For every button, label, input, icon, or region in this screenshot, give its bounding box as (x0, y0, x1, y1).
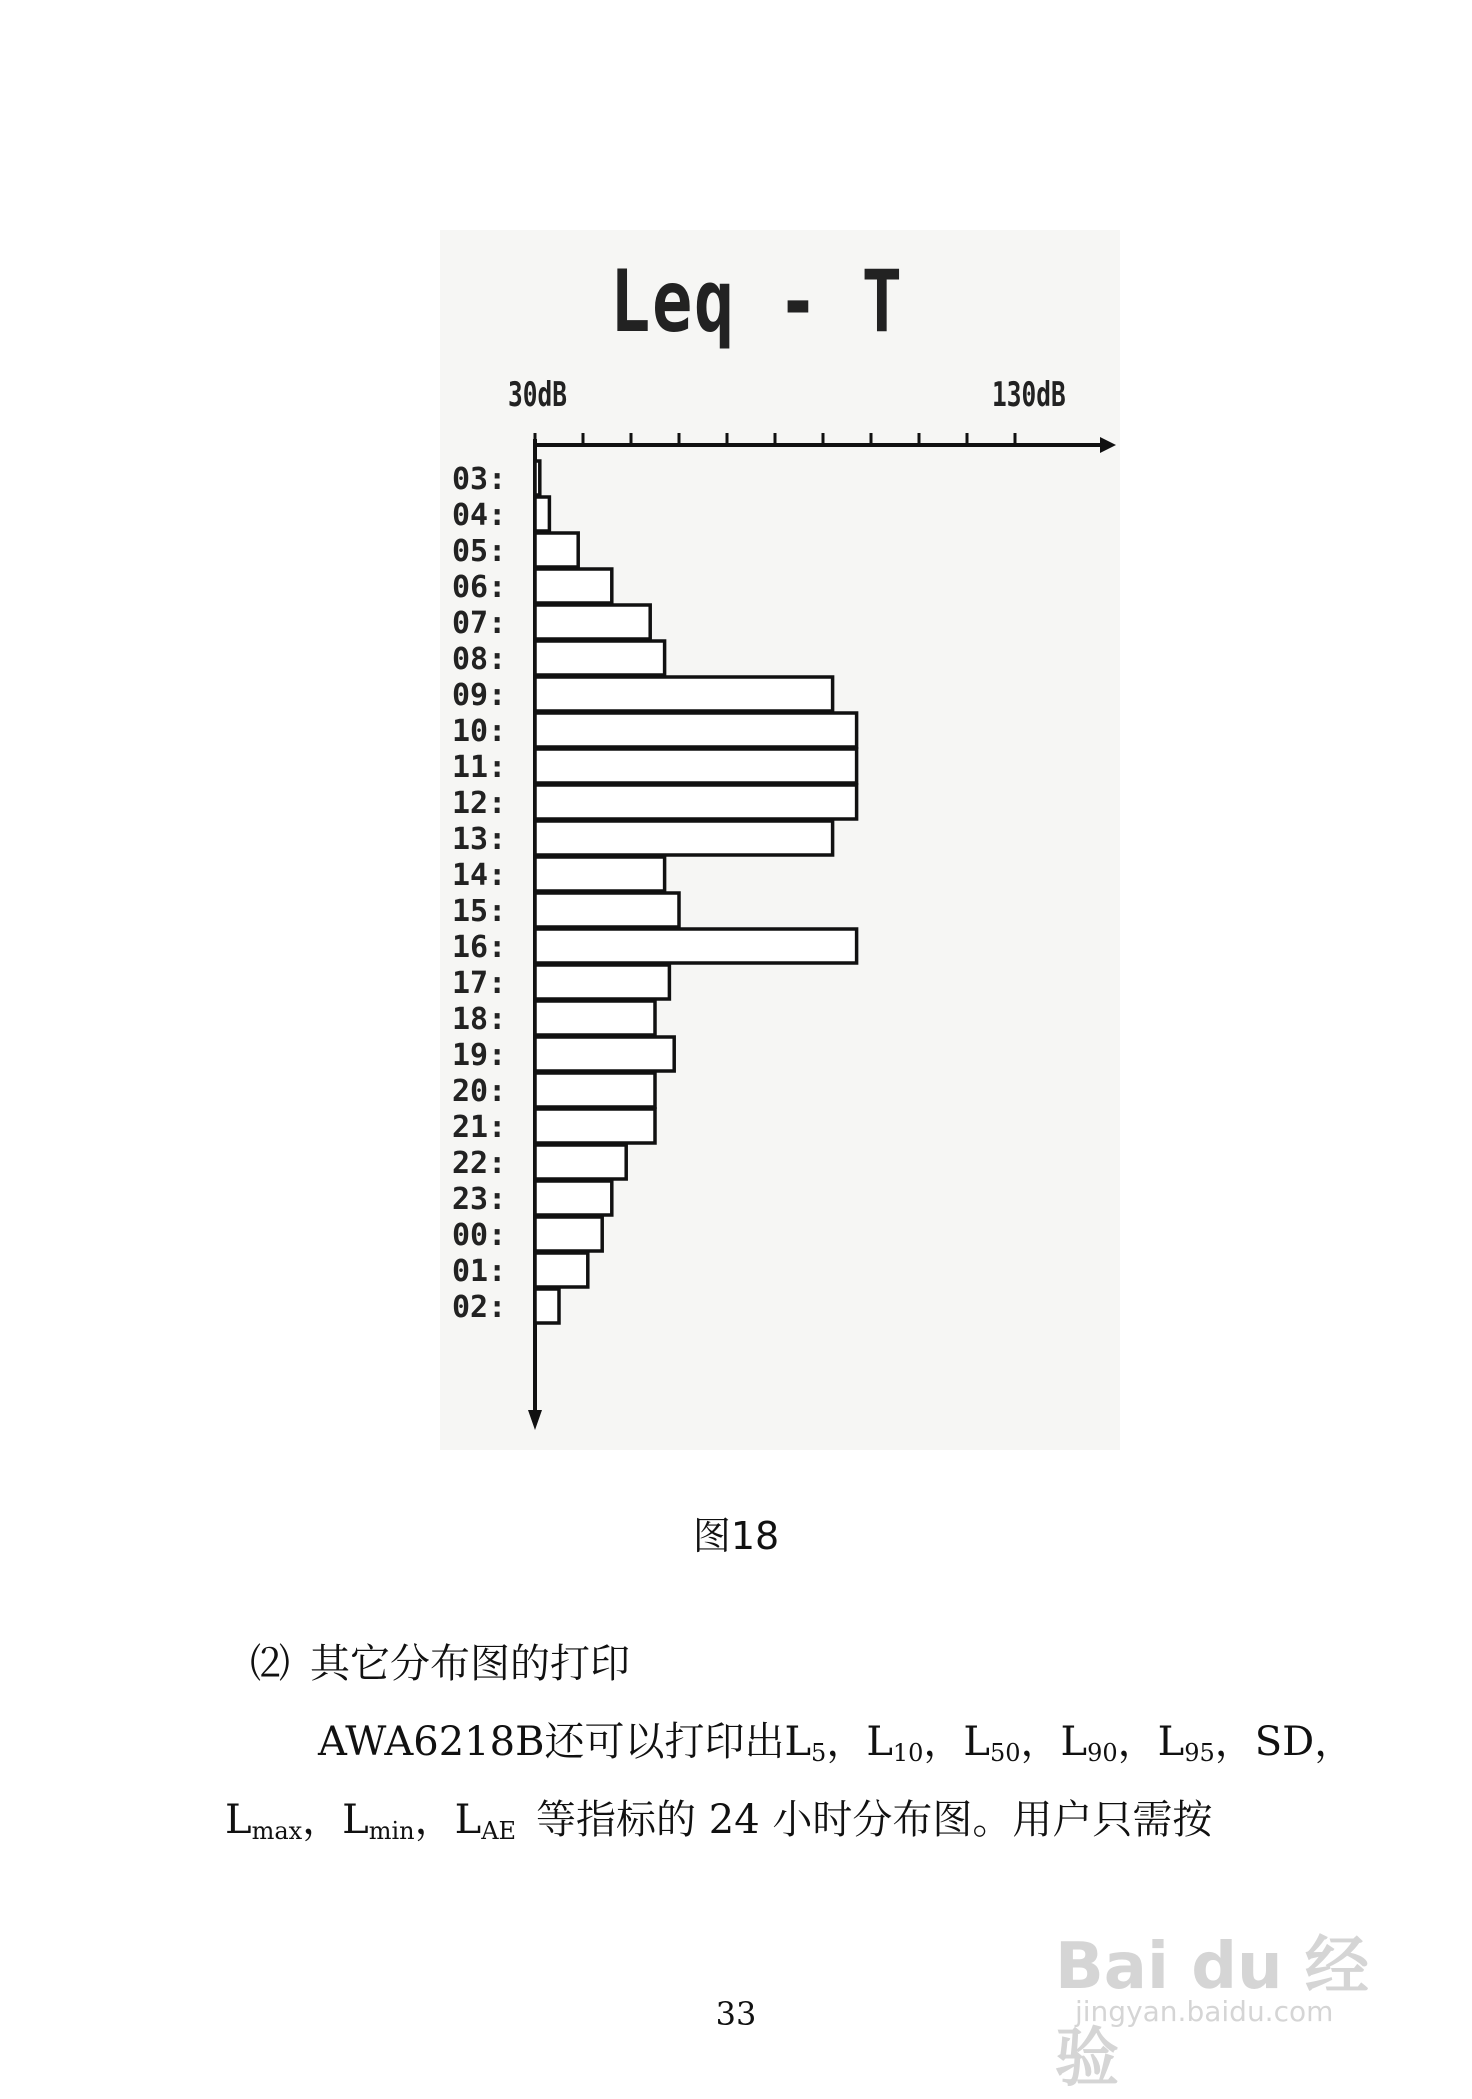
index-l90: $L_{90}$ (1060, 1719, 1118, 1767)
index-lae: $L_{AE}$ (454, 1797, 517, 1845)
bar-hour-00 (535, 1217, 602, 1251)
y-tick-label: 12: (452, 786, 507, 821)
bar-hour-19 (535, 1037, 674, 1071)
page-number: 33 (715, 1995, 757, 2033)
paragraph-line-2: $L_{max}$，$L_{min}$，$L_{AE}$ 等指标的 24 小时分布图。用户只需按 (225, 1797, 1213, 1845)
bar-hour-18 (535, 1001, 655, 1035)
bar-hour-14 (535, 857, 665, 891)
index-sd: SD (1254, 1719, 1315, 1765)
bar-hour-01 (535, 1253, 588, 1287)
x-axis-max-label: 130dB (992, 375, 1066, 415)
bar-hour-21 (535, 1109, 655, 1143)
y-tick-label: 02: (452, 1290, 507, 1325)
bar-hour-08 (535, 641, 665, 675)
y-tick-label: 23: (452, 1182, 507, 1217)
y-tick-label: 15: (452, 894, 507, 929)
y-tick-label: 13: (452, 822, 507, 857)
bar-hour-09 (535, 677, 833, 711)
bar-hour-06 (535, 569, 612, 603)
bar-hour-05 (535, 533, 578, 567)
line2-suffix: 等指标的 24 小时分布图。用户只需按 (536, 1797, 1213, 1843)
y-tick-label: 11: (452, 750, 507, 785)
x-axis-arrow (1100, 437, 1116, 453)
index-lmax: $L_{max}$ (225, 1797, 303, 1845)
y-tick-label: 21: (452, 1110, 507, 1145)
section-heading (250, 1632, 630, 1689)
figure-18-image (440, 230, 1120, 1450)
index-l5: $L_5$ (784, 1719, 827, 1767)
bar-hour-13 (535, 821, 833, 855)
y-tick-label: 00: (452, 1218, 507, 1253)
y-tick-label: 05: (452, 534, 507, 569)
figure-caption: 图18 (692, 1514, 780, 1558)
bar-hour-15 (535, 893, 679, 927)
bar-hour-03 (535, 461, 540, 495)
y-tick-label: 14: (452, 858, 507, 893)
bar-hour-17 (535, 965, 669, 999)
paragraph-line-1: AWA6218B还可以打印出$L_5$，$L_{10}$，$L_{50}$，$L_{90}$，$L_{95}$，SD， (318, 1719, 1355, 1767)
bar-hour-02 (535, 1289, 559, 1323)
index-l10: $L_{10}$ (866, 1719, 924, 1767)
y-tick-label: 22: (452, 1146, 507, 1181)
index-lmin: $L_{min}$ (342, 1797, 415, 1845)
index-l50: $L_{50}$ (963, 1719, 1021, 1767)
chart-title: Leq - T (610, 252, 904, 352)
y-tick-label: 07: (452, 606, 507, 641)
section-marker: ⑵ (250, 1641, 290, 1687)
bar-hour-10 (535, 713, 857, 747)
watermark-logo: Bai du 经验 (1055, 1930, 1369, 2096)
y-tick-label: 03: (452, 462, 507, 497)
y-tick-label: 17: (452, 966, 507, 1001)
y-tick-label: 01: (452, 1254, 507, 1289)
bar-hour-20 (535, 1073, 655, 1107)
y-axis-arrow (528, 1410, 542, 1430)
y-tick-label: 20: (452, 1074, 507, 1109)
line1-prefix: AWA6218B还可以打印出 (318, 1719, 785, 1765)
bar-hour-11 (535, 749, 857, 783)
y-tick-label: 08: (452, 642, 507, 677)
watermark-url: jingyan.baidu.com (1075, 1995, 1334, 2028)
y-tick-label: 09: (452, 678, 507, 713)
bar-hour-23 (535, 1181, 612, 1215)
y-tick-label: 19: (452, 1038, 507, 1073)
y-tick-label: 18: (452, 1002, 507, 1037)
x-axis-min-label: 30dB (508, 375, 567, 415)
watermark (1055, 1915, 1415, 2096)
bar-hour-12 (535, 785, 857, 819)
bar-hour-16 (535, 929, 857, 963)
y-tick-label: 10: (452, 714, 507, 749)
bar-hour-22 (535, 1145, 626, 1179)
bar-hour-04 (535, 497, 549, 531)
y-tick-label: 16: (452, 930, 507, 965)
y-tick-label: 06: (452, 570, 507, 605)
bar-hour-07 (535, 605, 650, 639)
y-tick-label: 04: (452, 498, 507, 533)
section-heading-text: 其它分布图的打印 (310, 1641, 630, 1687)
bar-chart (440, 230, 1120, 1450)
index-l95: $L_{95}$ (1157, 1719, 1215, 1767)
